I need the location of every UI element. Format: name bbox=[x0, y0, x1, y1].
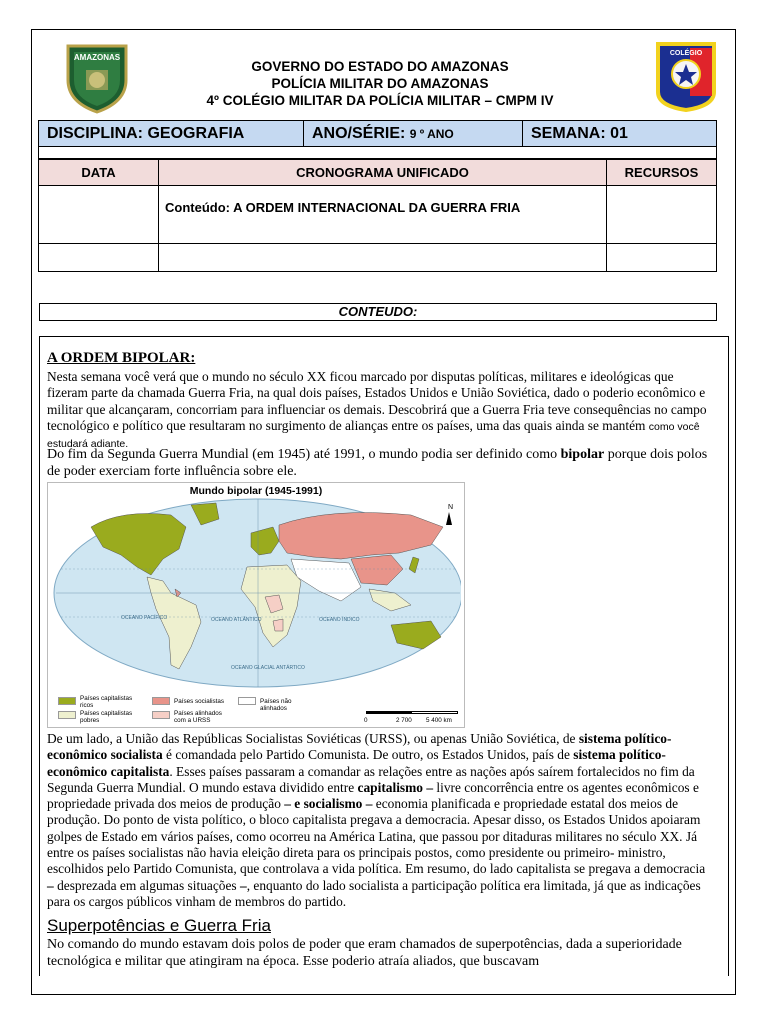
discipline-row bbox=[39, 121, 717, 147]
paragraph-systems: De um lado, a União das Repúblicas Socialistas Soviéticas (URSS), ou apenas União Soviética, de sistema político-econômico socialista é comandada pelo Partido Comunista. De outro, os Estados Unidos, país de sistema político-econômico capitalista. Esses países passaram a comandar as relações entre as nações após saírem fortalecidos no fim da Segunda Guerra Mundial. O mundo estava dividido entre capitalismo – livre concorrência entre os agentes econômicos e propriedade privada dos meios de produção – e socialismo – economia planificada e propriedade estatal dos meios de produção. Do ponto de vista político, o bloco capitalista pregava a democracia. Apesar disso, os Estados Unidos apoiaram golpes de Estado em vários países, como ocorreu na América Latina, que passou por ditaduras militares no século XX. Já entre os países socialistas não havia eleição direta para os principais postos, como presidente ou primeiro- ministro, escolhidos pelo Partido Comunista, que controlava a vida política. Em resumo, do lado capitalista se pregava a democracia – desprezada em algumas situações –, enquanto do lado socialista a participação política era limitada, já que as indicações para os cargos públicos vinham de membros do partido. bbox=[47, 731, 706, 909]
schedule-empty-row bbox=[39, 244, 717, 272]
paragraph-superpotencias: No comando do mundo estavam dois polos de poder que eram chamados de superpotências, dada a superioridade tecnológica e militar que atingiram na época. Esse poderio atraía aliados, que buscavam bbox=[47, 937, 682, 969]
legend-cap-pobres: Países capitalistas pobres bbox=[80, 710, 133, 724]
scale-end: 5 400 km bbox=[426, 717, 452, 724]
ano-label: ANO/SÉRIE: bbox=[312, 124, 406, 142]
col-recursos: RECURSOS bbox=[607, 160, 717, 186]
header-line-3: 4º COLÉGIO MILITAR DA POLÍCIA MILITAR – CMPM IV bbox=[206, 93, 554, 108]
empty-topic-cell bbox=[159, 244, 607, 272]
label-pacifico: OCEANO PACÍFICO bbox=[121, 615, 168, 621]
empty-date-cell bbox=[39, 244, 159, 272]
bipolar-term: bipolar bbox=[560, 447, 605, 462]
disciplina-cell: DISCIPLINA: GEOGRAFIA bbox=[39, 121, 304, 147]
paragraph-bipolar: Do fim da Segunda Guerra Mundial (em 1945) até 1991, o mundo podia ser definido como bipolar porque dois polos de poder exerciam forte influência sobre ele. bbox=[47, 447, 708, 479]
paragraph-intro-tail: como você estudará adiante. bbox=[47, 420, 700, 451]
bipolar-world-map bbox=[47, 482, 465, 728]
scale-bar bbox=[366, 711, 458, 714]
section-title-ordem-bipolar: A ORDEM BIPOLAR: bbox=[47, 350, 196, 366]
north-arrow-icon bbox=[446, 512, 452, 525]
col-data: DATA bbox=[39, 160, 159, 186]
info-table bbox=[38, 120, 717, 159]
section-title-superpotencias: Superpotências e Guerra Fria bbox=[47, 916, 271, 935]
legend-nao-alinhados: Países não alinhados bbox=[260, 698, 292, 712]
schedule-header-row bbox=[39, 160, 717, 186]
right-logo-text: COLÉGIO bbox=[669, 50, 703, 57]
legend-swatch-cap-pobres bbox=[58, 711, 76, 719]
map-title: Mundo bipolar (1945-1991) bbox=[189, 485, 323, 497]
semana-cell: SEMANA: 01 bbox=[523, 121, 717, 147]
legend-cap-ricos: Países capitalistas ricos bbox=[80, 695, 133, 709]
content-topic-cell: Conteúdo: A ORDEM INTERNACIONAL DA GUERRA FRIA bbox=[159, 186, 607, 244]
col-cronograma: CRONOGRAMA UNIFICADO bbox=[159, 160, 607, 186]
conteudo-label: CONTEUDO: bbox=[39, 303, 717, 321]
legend-alinhados: Países alinhados com a URSS bbox=[174, 710, 222, 724]
legend-swatch-cap-ricos bbox=[58, 697, 76, 705]
spacer-cell bbox=[39, 147, 717, 159]
content-date-cell bbox=[39, 186, 159, 244]
header-line-1: GOVERNO DO ESTADO DO AMAZONAS bbox=[251, 59, 509, 74]
left-logo-text: AMAZONAS bbox=[73, 53, 121, 62]
paragraph-intro: Nesta semana você verá que o mundo no século XX ficou marcado por disputas políticas, militares e ideológicas que fizeram parte da chamada Guerra Fria, na qual dois países, Estados Unidos e União Soviética, dado o poderio econômico e militar que alcançaram, concorriam para influenciar os demais. Descobrirá que a Guerra Fria teve consequências no campo tecnológico e político que resultaram no surgimento de alianças entre os países, uma das quais ainda se mantém como você estudará adiante. bbox=[47, 369, 707, 451]
legend-socialistas: Países socialistas bbox=[174, 698, 225, 705]
ano-value: 9 º ANO bbox=[409, 126, 454, 141]
legend-swatch-socialistas bbox=[152, 697, 170, 705]
ano-cell bbox=[304, 121, 523, 147]
scale-mid: 2 700 bbox=[396, 717, 412, 724]
label-atlantico: OCEANO ATLÂNTICO bbox=[211, 617, 262, 623]
schedule-table bbox=[38, 159, 717, 272]
label-indico: OCEANO ÍNDICO bbox=[319, 617, 360, 623]
label-glacial: OCEANO GLACIAL ANTÁRTICO bbox=[231, 665, 305, 671]
content-resources-cell bbox=[607, 186, 717, 244]
empty-resources-cell bbox=[607, 244, 717, 272]
header-line-2: POLÍCIA MILITAR DO AMAZONAS bbox=[271, 76, 489, 91]
colegio-badge-logo bbox=[654, 40, 718, 112]
institution-header bbox=[120, 58, 640, 109]
schedule-content-row bbox=[39, 186, 717, 244]
north-arrow-label: N bbox=[447, 504, 453, 511]
scale-0: 0 bbox=[364, 717, 368, 724]
legend-swatch-nao-alinhados bbox=[238, 697, 256, 705]
legend-swatch-alinhados bbox=[152, 711, 170, 719]
map-drawing bbox=[51, 497, 461, 689]
